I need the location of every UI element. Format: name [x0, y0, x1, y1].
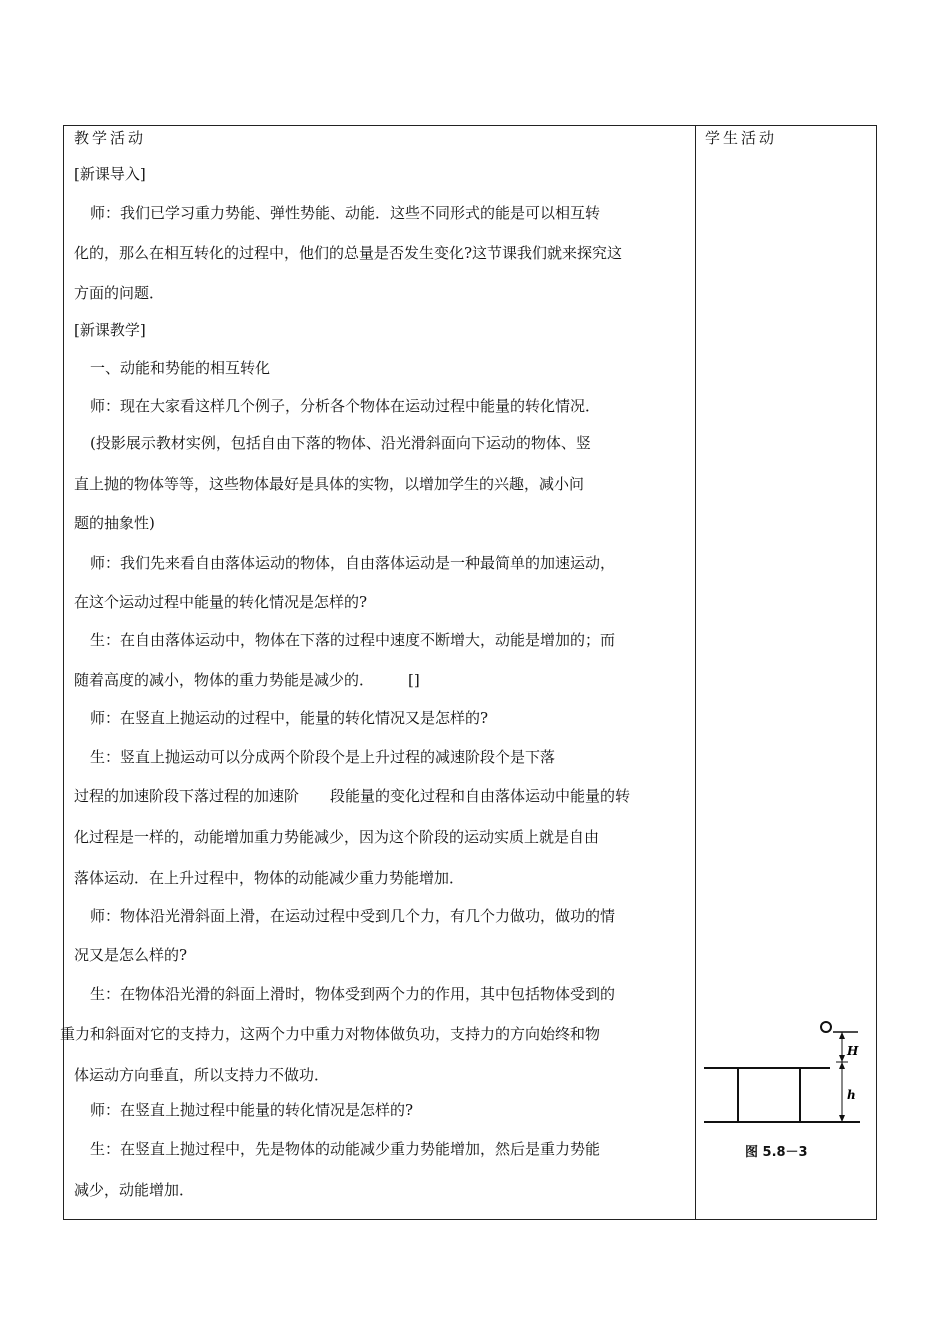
falling-ball-figure	[700, 1015, 870, 1130]
text-line: 师：在竖直上抛运动的过程中，能量的转化情况又是怎样的?	[90, 709, 489, 727]
text-line: 落体运动．在上升过程中，物体的动能减少重力势能增加．	[74, 869, 465, 887]
text-line: 生：在竖直上抛过程中，先是物体的动能减少重力势能增加，然后是重力势能	[90, 1140, 601, 1158]
text-line: 生：在自由落体运动中，物体在下落的过程中速度不断增大，动能是增加的；而	[90, 631, 616, 649]
bracket-mark: []	[408, 671, 420, 689]
text-line: 直上抛的物体等等，这些物体最好是具体的实物，以增加学生的兴趣，减小问	[74, 475, 585, 493]
text-line: 重力和斜面对它的支持力，这两个力中重力对物体做负功，支持力的方向始终和物	[60, 1025, 601, 1043]
text-line: 在这个运动过程中能量的转化情况是怎样的?	[74, 593, 368, 611]
text-line: 师：现在大家看这样几个例子，分析各个物体在运动过程中能量的转化情况．	[90, 397, 601, 415]
column-divider	[695, 125, 696, 1220]
figure-caption: 图 5.8－3	[745, 1145, 808, 1160]
text-line: (投影展示教材实例，包括自由下落的物体、沿光滑斜面向下运动的物体、竖	[90, 434, 591, 452]
section-new-lesson-intro: [新课导入]	[74, 165, 146, 183]
text-line: 师：在竖直上抛过程中能量的转化情况是怎样的?	[90, 1101, 414, 1119]
label-h: h	[847, 1088, 856, 1102]
text-line: 化的，那么在相互转化的过程中，他们的总量是否发生变化?这节课我们就来探究这	[74, 244, 623, 262]
text-line: 化过程是一样的，动能增加重力势能减少，因为这个阶段的运动实质上就是自由	[74, 828, 600, 846]
text-line: 题的抽象性)	[74, 514, 155, 532]
text-line: 生：在物体沿光滑的斜面上滑时，物体受到两个力的作用，其中包括物体受到的	[90, 985, 616, 1003]
label-H: H	[847, 1044, 859, 1058]
subsection-heading: 一、动能和势能的相互转化	[90, 359, 271, 377]
text-line: 随着高度的减小，物体的重力势能是减少的．	[74, 671, 375, 689]
text-line: 体运动方向垂直，所以支持力不做功．	[74, 1066, 330, 1084]
text-line: 师：我们先来看自由落体运动的物体，自由落体运动是一种最简单的加速运动，	[90, 554, 616, 572]
text-line: 段能量的变化过程和自由落体运动中能量的转	[330, 787, 631, 805]
text-line: 方面的问题．	[74, 284, 165, 302]
text-line: 况又是怎么样的?	[74, 946, 188, 964]
ball-circle	[821, 1022, 831, 1032]
text-line: 减少，动能增加．	[74, 1181, 195, 1199]
text-line: 生：竖直上抛运动可以分成两个阶段个是上升过程的减速阶段个是下落	[90, 748, 556, 766]
text-line: 师：物体沿光滑斜面上滑，在运动过程中受到几个力，有几个力做功，做功的情	[90, 907, 616, 925]
section-new-lesson-teaching: [新课教学]	[74, 321, 146, 339]
text-line: 过程的加速阶段下落过程的加速阶	[74, 787, 300, 805]
student-activity-header: 学生活动	[705, 129, 778, 147]
teacher-activity-header: 教学活动	[74, 129, 147, 147]
text-line: 师：我们已学习重力势能、弹性势能、动能．这些不同形式的能是可以相互转	[90, 204, 601, 222]
